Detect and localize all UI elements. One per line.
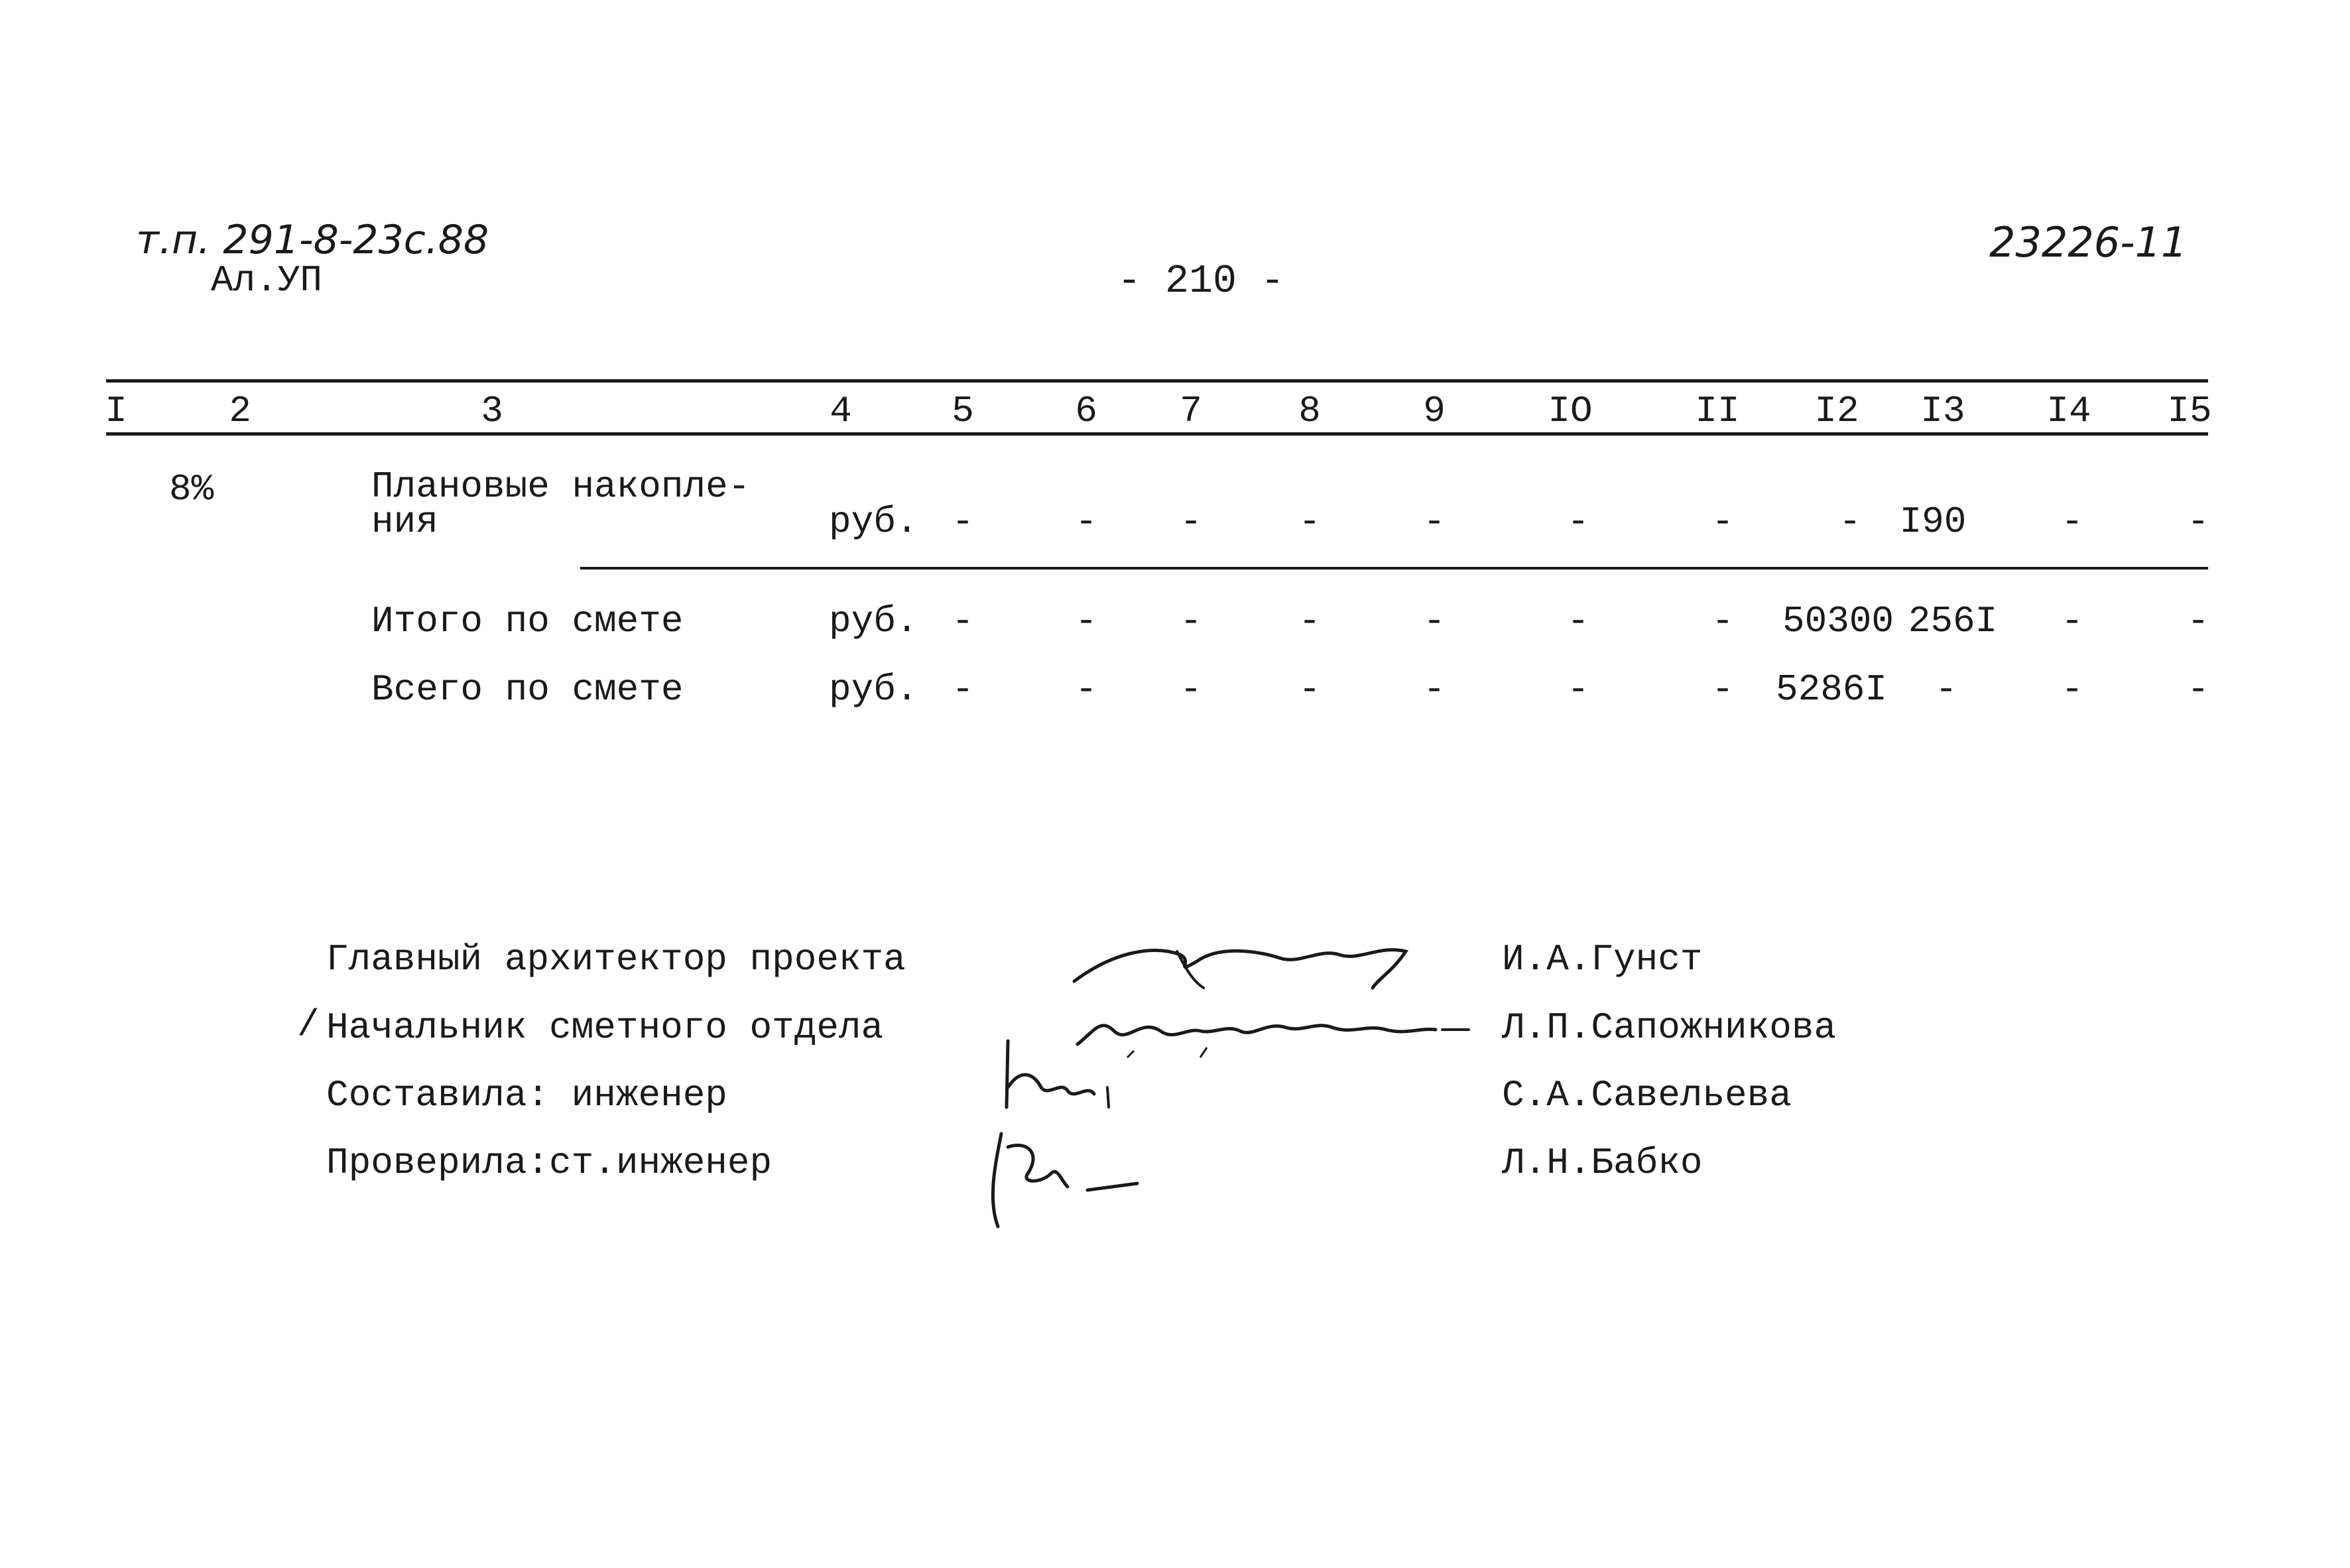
value-cell: -: [1180, 501, 1202, 543]
signature-chief-architect: [1061, 925, 1432, 998]
value-cell: -: [1075, 668, 1097, 711]
row-label: Всего по смете: [371, 668, 684, 711]
rate-cell: 8%: [169, 468, 214, 511]
row-label-continued: ния: [371, 501, 438, 543]
value-cell: -: [1298, 668, 1321, 711]
value-cell: -: [1423, 668, 1446, 711]
value-cell: -: [1423, 501, 1446, 543]
value-cell: -: [1935, 668, 1957, 711]
col-header: 7: [1180, 390, 1202, 432]
unit-cell: руб.: [829, 501, 918, 543]
col-header: I4: [2046, 390, 2091, 432]
signature-checker: [968, 1127, 1147, 1233]
page-number: - 210 -: [1117, 259, 1285, 304]
value-cell: -: [1075, 501, 1097, 543]
signatory-role: Составила: инженер: [326, 1074, 727, 1116]
value-cell: -: [1711, 501, 1734, 543]
value-cell: -: [2061, 668, 2083, 711]
value-cell: 5286I: [1775, 668, 1888, 711]
col-header: I2: [1814, 390, 1859, 432]
table-top-rule: [106, 379, 2208, 383]
col-header: 8: [1298, 390, 1321, 432]
signature-compiler: [995, 1034, 1127, 1120]
value-cell: -: [1567, 600, 1589, 642]
table-header-rule: [106, 432, 2208, 436]
col-header: 9: [1423, 390, 1446, 432]
project-reference: т.п. 291-8-23с.88: [136, 217, 489, 263]
signatory-name: С.А.Савельева: [1502, 1074, 1792, 1116]
value-cell: -: [1180, 668, 1202, 711]
value-cell: -: [2187, 501, 2209, 543]
col-header: IO: [1548, 390, 1593, 432]
value-cell: -: [1567, 501, 1589, 543]
value-cell: -: [2187, 668, 2209, 711]
signatory-role: Главный архитектор проекта: [326, 938, 906, 981]
col-header: 6: [1075, 390, 1097, 432]
col-header: 4: [830, 390, 852, 432]
signatory-role: Начальник сметного отдела: [326, 1006, 884, 1049]
value-cell: -: [952, 501, 974, 543]
value-cell: -: [1711, 600, 1734, 642]
margin-slash-mark: /: [297, 1004, 320, 1046]
value-cell: -: [2061, 600, 2083, 642]
col-header: 5: [952, 390, 974, 432]
value-cell: -: [1180, 600, 1202, 642]
value-cell: -: [1423, 600, 1446, 642]
value-cell: -: [1075, 600, 1097, 642]
subtotal-rule: [580, 567, 2208, 570]
value-cell: I90: [1899, 501, 1967, 543]
row-label: Плановые накопле-: [371, 465, 751, 508]
value-cell: -: [2187, 600, 2209, 642]
value-cell: 50300: [1782, 600, 1894, 642]
col-header: I5: [2167, 390, 2212, 432]
col-header: I3: [1920, 390, 1965, 432]
value-cell: -: [952, 600, 974, 642]
value-cell: -: [1298, 501, 1321, 543]
value-cell: -: [2061, 501, 2083, 543]
signatory-role: Проверила:ст.инженер: [326, 1142, 773, 1184]
unit-cell: руб.: [829, 668, 918, 711]
col-header: 2: [229, 390, 251, 432]
document-number: 23226-11: [1989, 218, 2188, 267]
signatory-name: Л.П.Сапожникова: [1502, 1006, 1837, 1049]
col-header: II: [1695, 390, 1740, 432]
value-cell: -: [952, 668, 974, 711]
value-cell: -: [1711, 668, 1734, 711]
value-cell: 256I: [1908, 600, 1998, 642]
signatory-name: Л.Н.Бабко: [1502, 1142, 1703, 1184]
value-cell: -: [1298, 600, 1321, 642]
row-label: Итого по смете: [371, 600, 684, 642]
unit-cell: руб.: [829, 600, 918, 642]
album-code: Ал.УП: [211, 259, 323, 302]
value-cell: -: [1567, 668, 1589, 711]
signature-estimate-head: [1074, 991, 1472, 1064]
col-header: 3: [481, 390, 503, 432]
signatory-name: И.А.Гунст: [1502, 938, 1703, 981]
value-cell: -: [1839, 501, 1861, 543]
col-header: I: [105, 390, 127, 432]
